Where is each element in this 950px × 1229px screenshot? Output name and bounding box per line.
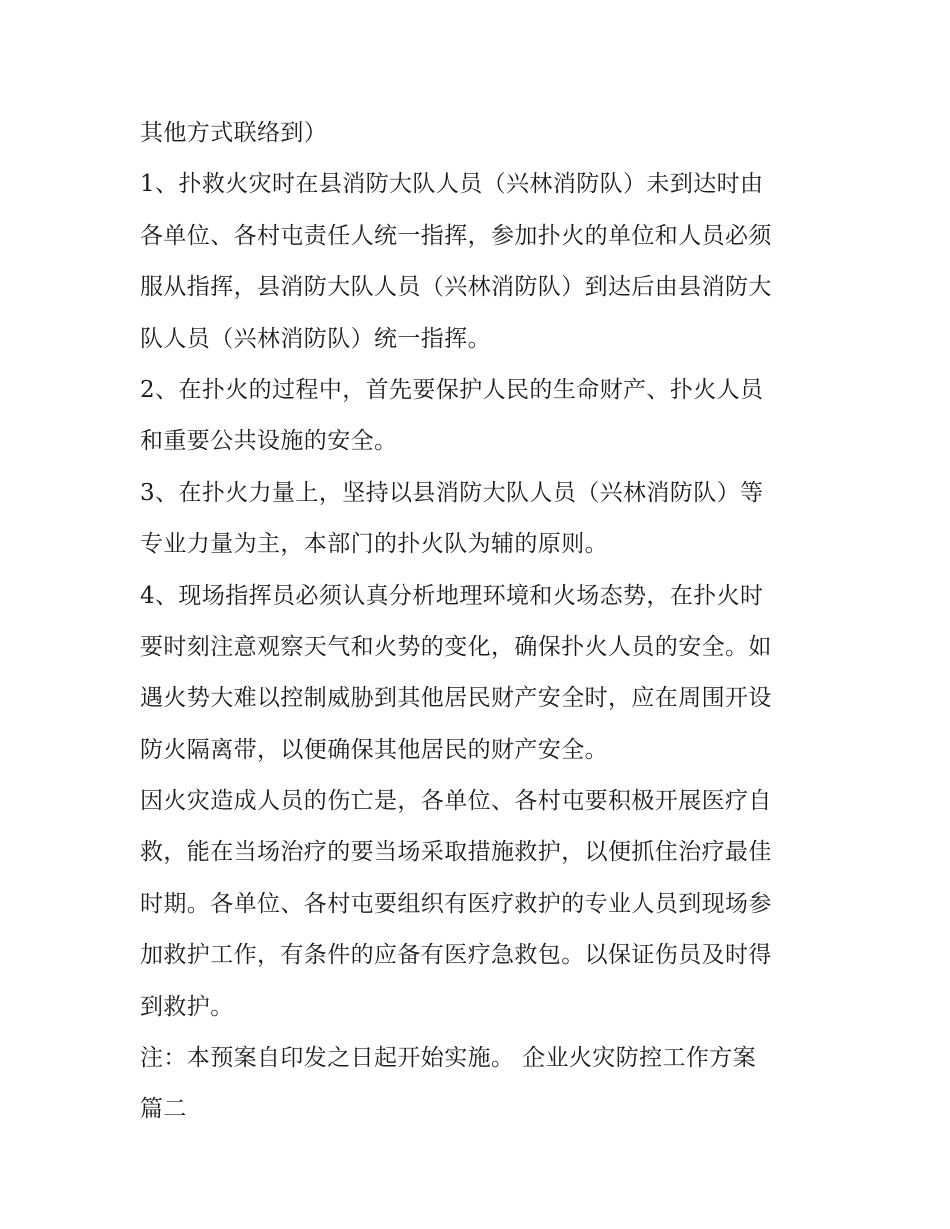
text-line: 2、在扑火的过程中，首先要保护人民的生命财产、扑火人员 — [140, 376, 764, 403]
text-line: 和重要公共设施的安全。 — [140, 428, 398, 455]
text-line: 防火隔离带，以便确保其他居民的财产安全。 — [140, 736, 608, 763]
text-line: 遇火势大难以控制威胁到其他居民财产安全时，应在周围开设 — [140, 685, 772, 712]
document-body — [140, 108, 820, 1136]
text-line: 队人员（兴林消防队）统一指挥。 — [140, 325, 491, 352]
text-line: 各单位、各村屯责任人统一指挥，参加扑火的单位和人员必须 — [140, 222, 772, 249]
text-line: 加救护工作，有条件的应备有医疗急救包。以保证伤员及时得 — [140, 942, 772, 969]
text-line: 4、现场指挥员必须认真分析地理环境和火场态势，在扑火时 — [140, 582, 764, 609]
text-line: 因火灾造成人员的伤亡是，各单位、各村屯要积极开展医疗自 — [140, 788, 772, 815]
text-line: 要时刻注意观察天气和火势的变化，确保扑火人员的安全。如 — [140, 633, 772, 660]
text-line: 3、在扑火力量上，坚持以县消防大队人员（兴林消防队）等 — [140, 479, 764, 506]
text-line: 时期。各单位、各村屯要组织有医疗救护的专业人员到现场参 — [140, 890, 772, 917]
text-line: 专业力量为主，本部门的扑火队为辅的原则。 — [140, 531, 608, 558]
text-line: 注：本预案自印发之日起开始实施。 企业火灾防控工作方案 — [140, 1045, 757, 1072]
text-line: 1、扑救火灾时在县消防大队人员（兴林消防队）未到达时由 — [140, 171, 764, 198]
text-line: 到救护。 — [140, 993, 234, 1020]
text-line: 篇二 — [140, 1096, 187, 1123]
text-line: 救，能在当场治疗的要当场采取措施救护，以便抓住治疗最佳 — [140, 839, 772, 866]
text-line: 其他方式联络到） — [140, 120, 328, 146]
text-line: 服从指挥，县消防大队人员（兴林消防队）到达后由县消防大 — [140, 274, 772, 301]
